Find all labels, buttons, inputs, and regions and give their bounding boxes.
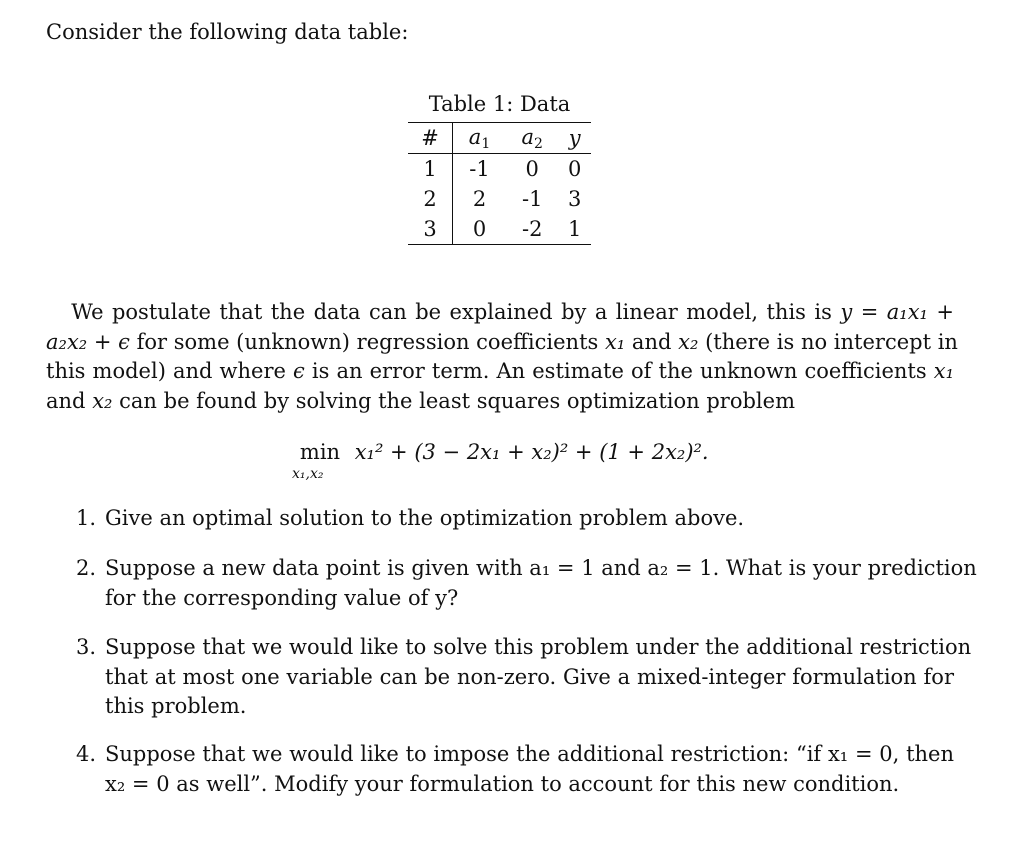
table-cell: -1	[469, 157, 490, 181]
table-cell: 0	[472, 217, 487, 241]
table-cell: 0	[568, 157, 582, 181]
header-a1: $a_1$	[453, 123, 507, 154]
table-row	[408, 184, 591, 214]
paragraph-line-3: this model) and where ϵ is an error term. An estimate of the unknown coefficients x₁	[46, 359, 954, 383]
table-row	[408, 214, 591, 245]
paragraph-line-2: a₂x₂ + ϵ for some (unknown) regression coefficients x₁ and x₂ (there is no intercept in	[46, 329, 958, 354]
list-item	[76, 554, 977, 613]
objective-expression: x₁² + (3 − 2x₁ + x₂)² + (1 + 2x₂)².	[354, 440, 709, 464]
list-item	[76, 504, 954, 534]
header-a2: $a_2$	[506, 123, 558, 154]
table-row	[408, 154, 591, 185]
table-cell: -1	[521, 187, 543, 211]
question-text: Give an optimal solution to the optimization problem above.	[105, 506, 745, 530]
model-paragraph	[46, 298, 958, 416]
question-text: Suppose a new data point is given with a₁ = 1 and a₂ = 1. What is your prediction for the corresponding value of y?	[105, 556, 977, 610]
table-cell: 3	[568, 187, 582, 211]
min-variables: x₁,x₂	[292, 466, 324, 482]
header-y: y	[558, 123, 591, 154]
table-cell: 2	[472, 187, 487, 211]
table-cell: 2	[408, 184, 453, 214]
optimization-equation	[292, 438, 709, 482]
question-number: 2.	[76, 556, 97, 580]
table-cell: 1	[408, 154, 453, 185]
data-table-block	[408, 90, 591, 245]
question-number: 1.	[76, 506, 97, 530]
question-text: Suppose that we would like to impose the additional restriction: “if x₁ = 0, then x₂ = 0 as well”. Modify your formulation to account for this new condition.	[105, 742, 954, 796]
data-table	[408, 122, 591, 245]
table-caption: Table 1: Data	[428, 92, 571, 116]
header-index: #	[408, 123, 453, 154]
list-item	[76, 633, 972, 722]
question-number: 4.	[76, 742, 97, 766]
intro-text: Consider the following data table:	[46, 20, 409, 44]
table-cell: 3	[408, 214, 453, 245]
question-text: Suppose that we would like to solve this problem under the additional restriction that at most one variable can be non-zero. Give a mixed-integer formulation for this problem.	[105, 635, 972, 718]
table-cell: 1	[568, 217, 582, 241]
table-cell: -2	[521, 217, 543, 241]
paragraph-line-4: and x₂ can be found by solving the least squares optimization problem	[46, 388, 795, 413]
paragraph-line-1: We postulate that the data can be explained by a linear model, this is y = a₁x₁ +	[71, 300, 955, 324]
table-cell: 0	[525, 157, 539, 181]
min-operator: min x₁,x₂	[298, 438, 342, 466]
table-header-row	[408, 123, 591, 154]
question-number: 3.	[76, 635, 97, 659]
list-item	[76, 740, 954, 799]
